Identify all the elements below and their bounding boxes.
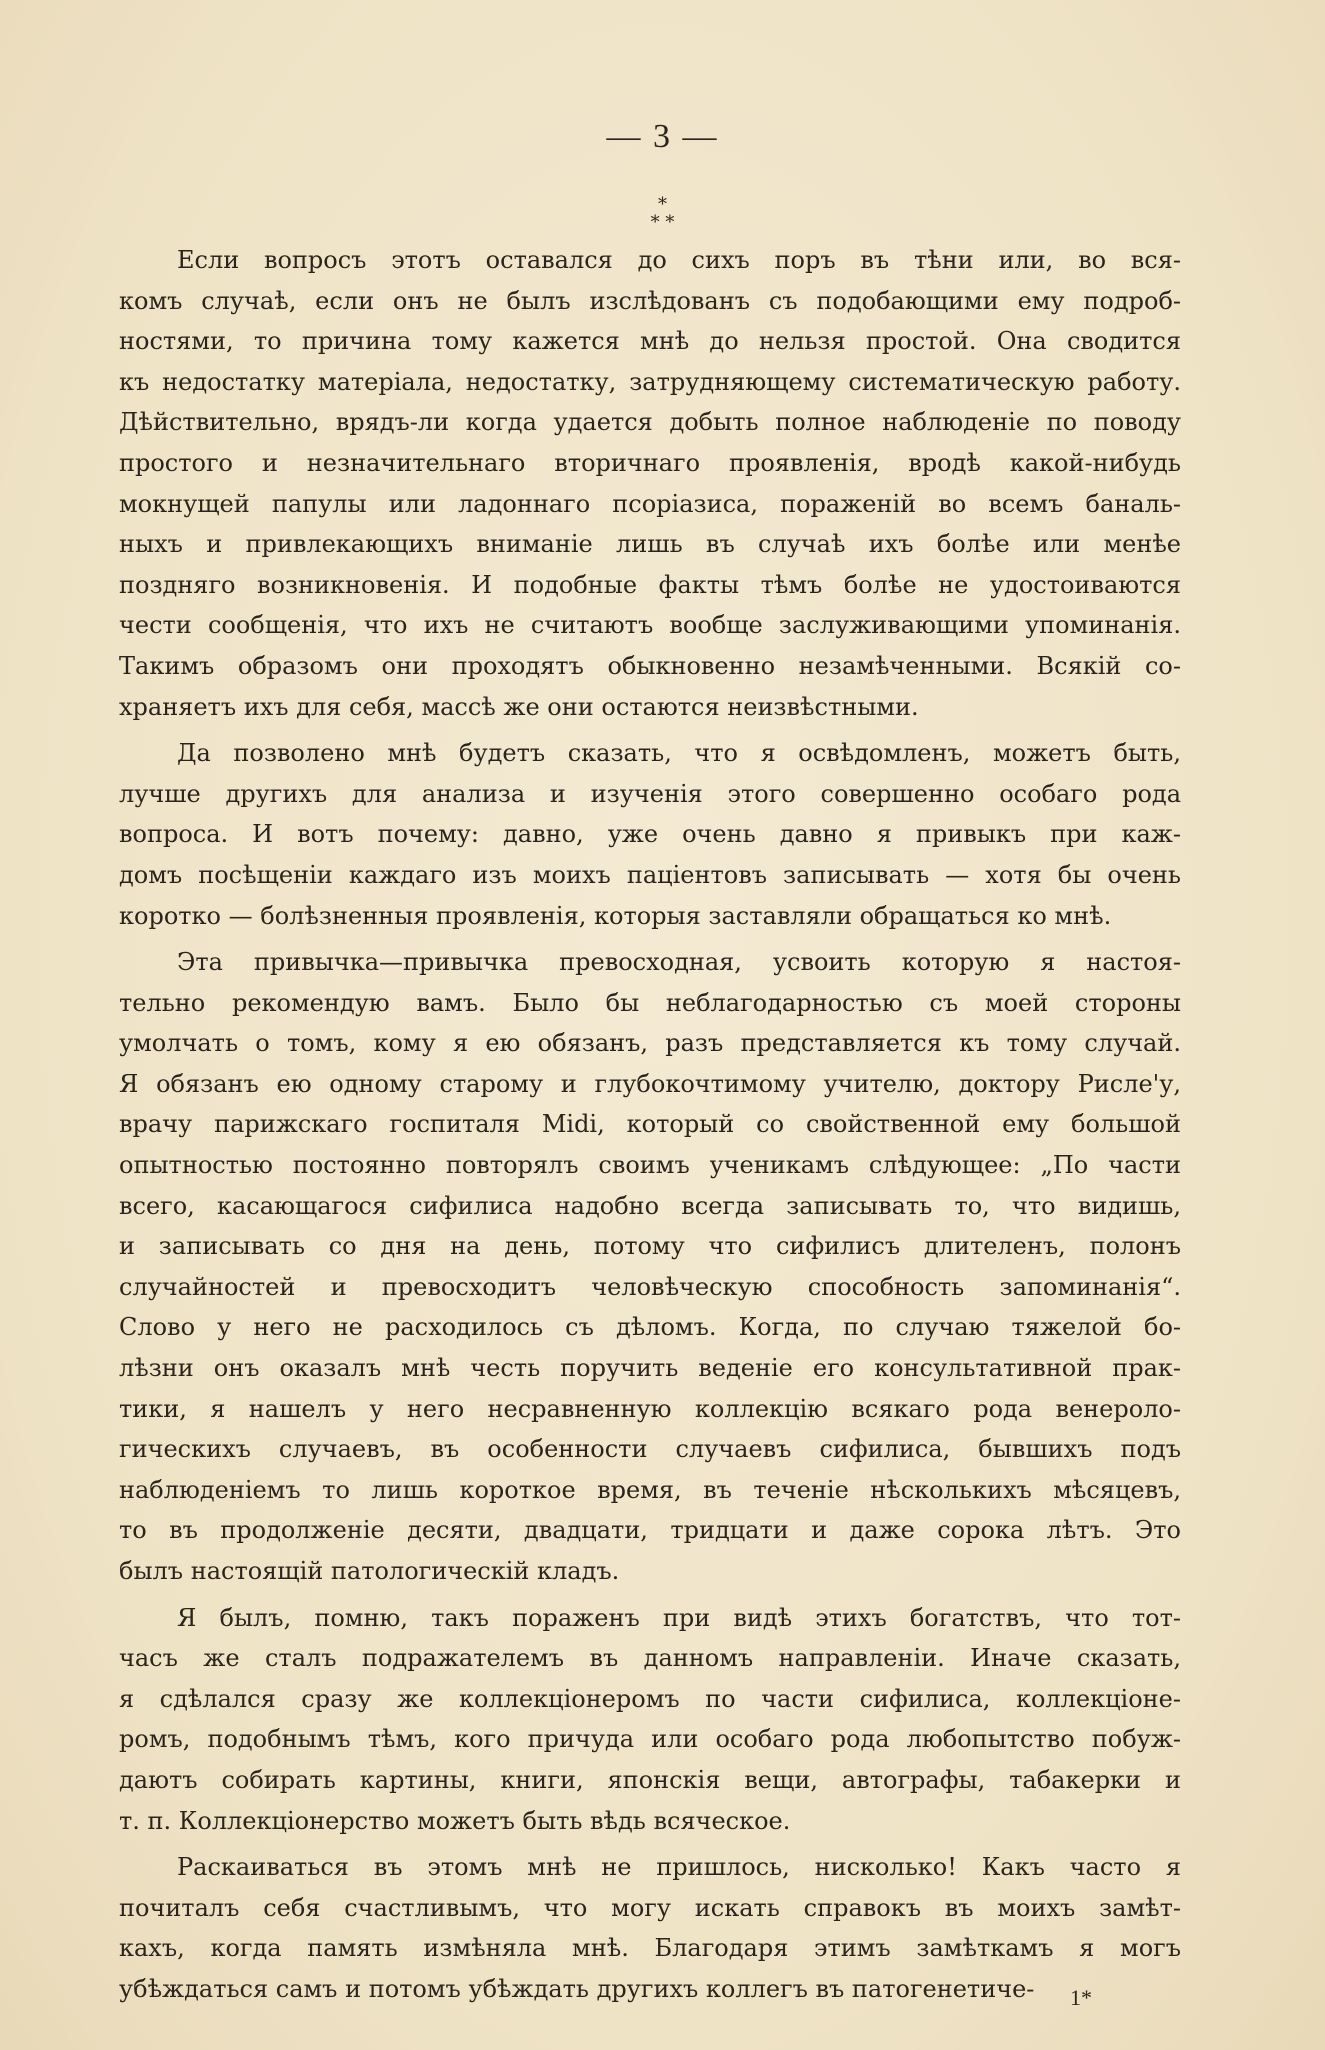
page-number: — 3 —: [606, 118, 719, 155]
text-line: и записывать со дня на день, потому что сифилисъ длителенъ, полонъ: [119, 1232, 1181, 1261]
asterism-bottom: * *: [650, 212, 675, 233]
text-line: къ недостатку матеріала, недостатку, затрудняющему систематическую работу.: [119, 367, 1181, 396]
text-line: Эта привычка—привычка превосходная, усвоить которую я настоя-: [177, 948, 1181, 977]
text-line: чести сообщенія, что ихъ не считаютъ вообще заслуживающими упоминанія.: [119, 611, 1181, 640]
text-line: врачу парижскаго госпиталя Midi, который со свойственной ему большой: [119, 1110, 1181, 1139]
text-line: Раскаиваться въ этомъ мнѣ не пришлось, нисколько! Какъ часто я: [177, 1853, 1181, 1882]
text-line: гическихъ случаевъ, въ особенности случаевъ сифилиса, бывшихъ подъ: [119, 1435, 1181, 1464]
signature-mark: 1*: [1070, 1985, 1092, 2010]
paragraph: [119, 942, 1181, 1592]
asterism-top: *: [658, 194, 667, 215]
text-line: то въ продолженіе десяти, двадцати, тридцати и даже сорока лѣтъ. Это: [119, 1516, 1181, 1545]
text-line: Я обязанъ ею одному старому и глубокочтимому учителю, доктору Рисле'у,: [119, 1069, 1181, 1098]
text-line: почиталъ себя счастливымъ, что могу искать справокъ въ моихъ замѣт-: [119, 1893, 1181, 1922]
text-line: наблюденіемъ то лишь короткое время, въ теченіе нѣсколькихъ мѣсяцевъ,: [119, 1475, 1181, 1504]
text-line: Такимъ образомъ они проходятъ обыкновенно незамѣченными. Всякій со-: [119, 651, 1181, 680]
text-line: лѣзни онъ оказалъ мнѣ честь поручить веденіе его консультативной прак-: [119, 1354, 1181, 1383]
paragraph: [119, 1847, 1181, 2009]
paragraph: [119, 240, 1181, 727]
text-line: Если вопросъ этотъ оставался до сихъ поръ въ тѣни или, во вся-: [177, 246, 1181, 274]
text-line: Я былъ, помню, такъ пораженъ при видѣ этихъ богатствъ, что тот-: [177, 1603, 1181, 1632]
text-line: вопроса. И вотъ почему: давно, уже очень давно я привыкъ при каж-: [119, 820, 1181, 849]
text-line: кахъ, когда память измѣняла мнѣ. Благодаря этимъ замѣткамъ я могъ: [119, 1934, 1181, 1963]
text-line: ностями, то причина тому кажется мнѣ до нельзя простой. Она сводится: [119, 327, 1181, 356]
paragraph: [119, 733, 1181, 936]
asterism-divider: [0, 196, 1325, 232]
text-line: поздняго возникновенія. И подобные факты тѣмъ болѣе не удостоиваются: [119, 570, 1181, 599]
text-line: Слово у него не расходилось съ дѣломъ. Когда, по случаю тяжелой бо-: [119, 1313, 1181, 1342]
text-line: храняетъ ихъ для себя, массѣ же они остаются неизвѣстными.: [119, 692, 919, 721]
text-line: т. п. Коллекціонерство можетъ быть вѣдь всяческое.: [119, 1806, 791, 1835]
text-line: Да позволено мнѣ будетъ сказать, что я освѣдомленъ, можетъ быть,: [177, 739, 1181, 768]
text-line: лучше другихъ для анализа и изученія этого совершенно особаго рода: [119, 779, 1181, 808]
text-line: былъ настоящій патологическій кладъ.: [119, 1557, 620, 1585]
text-line: комъ случаѣ, если онъ не былъ изслѣдованъ съ подобающими ему подроб-: [119, 286, 1181, 315]
text-line: убѣждаться самъ и потомъ убѣждать другихъ коллегъ въ патогенетиче-: [119, 1974, 1035, 2003]
text-line: домъ посѣщеніи каждаго изъ моихъ паціентовъ записывать — хотя бы очень: [119, 860, 1181, 889]
body-text: [119, 240, 1181, 2016]
text-line: тики, я нашелъ у него несравненную коллекцію всякаго рода венероло-: [119, 1394, 1181, 1423]
text-line: мокнущей папулы или ладоннаго псоріазиса, пораженій во всемъ баналь-: [119, 489, 1181, 518]
text-line: тельно рекомендую вамъ. Было бы неблагодарностью съ моей стороны: [119, 988, 1181, 1017]
text-line: коротко — болѣзненныя проявленія, которыя заставляли обращаться ко мнѣ.: [119, 901, 1112, 930]
text-line: часъ же сталъ подражателемъ въ данномъ направленіи. Иначе сказать,: [119, 1644, 1181, 1673]
text-line: всего, касающагося сифилиса надобно всегда записывать то, что видишь,: [119, 1191, 1181, 1220]
text-line: ныхъ и привлекающихъ вниманіе лишь въ случаѣ ихъ болѣе или менѣе: [119, 530, 1181, 559]
text-line: я сдѣлался сразу же коллекціонеромъ по части сифилиса, коллекціоне-: [119, 1684, 1181, 1713]
text-line: даютъ собирать картины, книги, японскія вещи, автографы, табакерки и: [119, 1765, 1181, 1794]
paragraph: [119, 1598, 1181, 1842]
text-line: случайностей и превосходитъ человѣческую способность запоминанія“.: [119, 1272, 1181, 1301]
text-line: опытностью постоянно повторялъ своимъ ученикамъ слѣдующее: „По части: [119, 1151, 1181, 1180]
text-line: ромъ, подобнымъ тѣмъ, кого причуда или особаго рода любопытство побуж-: [119, 1725, 1181, 1754]
text-line: простого и незначительнаго вторичнаго проявленія, вродѣ какой-нибудь: [119, 448, 1181, 477]
text-line: умолчать о томъ, кому я ею обязанъ, разъ представляется къ тому случай.: [119, 1029, 1181, 1058]
text-line: Дѣйствительно, врядъ-ли когда удается добыть полное наблюденіе по поводу: [119, 408, 1181, 437]
